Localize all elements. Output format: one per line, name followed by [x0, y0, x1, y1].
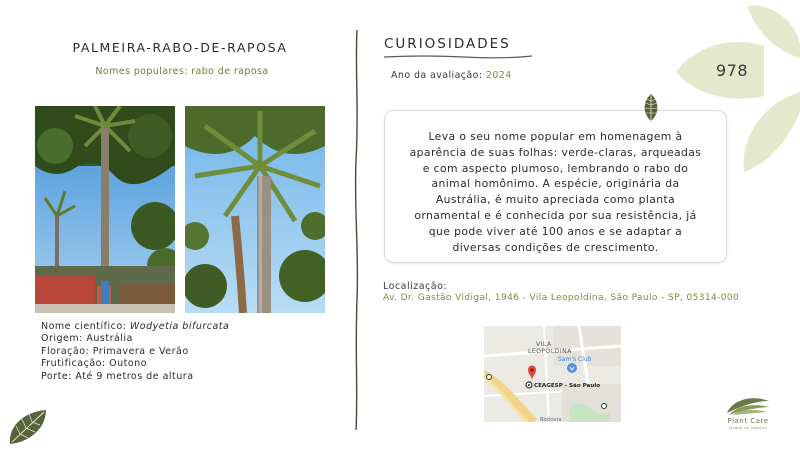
curiosity-line: Leva o seu nome popular em homenagem à [428, 130, 683, 143]
evaluation-year [391, 70, 512, 81]
species-number: 978 [715, 61, 749, 80]
palm-photo-1 [35, 106, 175, 313]
location-label: Localização: [383, 281, 448, 292]
fruiting-row: Frutificação: Outono [41, 358, 148, 370]
curiosity-line: e com aspecto plumoso, lembrando o rabo do [422, 161, 689, 175]
curiosity-line: que pode viver até 100 anos e se adaptar a [428, 224, 683, 238]
evaluation-year-label: Ano da avaliação: [391, 70, 483, 81]
curiosity-line: Austrália, é muito apreciada como planta [435, 193, 676, 207]
scientific-name-value: Wodyetia bifurcata [129, 321, 230, 332]
plant-title: PALMEIRA-RABO-DE-RAPOSA [72, 40, 288, 55]
map-road-label: Rodovia [540, 417, 562, 422]
map-district-line2: LEOPOLDINA [528, 348, 572, 355]
plant-facts [41, 321, 229, 383]
location-map[interactable] [484, 326, 621, 422]
map-poi-main: CEAGESP - São Paulo [534, 383, 601, 389]
brand-name: Plant Care [727, 417, 769, 425]
curiosities-text [395, 129, 716, 255]
decorative-leaves [670, 0, 800, 175]
size-row: Porte: Até 9 metros de altura [41, 370, 194, 382]
map-district-line1: VILA [536, 341, 552, 348]
scientific-name-label: Nome científico: [41, 321, 127, 332]
curiosity-line: diversas condições de crescimento. [452, 240, 659, 254]
title-underline [384, 53, 532, 61]
curiosity-line: ornamental e é conhecida por sua resistência, já [414, 208, 697, 222]
map-poi-store: Sam's Club [558, 356, 592, 363]
flowering-row: Floração: Primavera e Verão [41, 345, 189, 357]
popular-names: Nomes populares: rabo de raposa [95, 66, 269, 77]
brand-tagline: jardim de plantas [728, 426, 768, 430]
palm-photo-2 [185, 106, 325, 313]
location-address: Av. Dr. Gastão Vidigal, 1946 - Vila Leopoldina, São Paulo - SP, 05314-000 [383, 293, 740, 303]
vertical-divider [350, 30, 364, 430]
scientific-name-row [41, 321, 229, 333]
origin-row: Origem: Austrália [41, 333, 133, 345]
evaluation-year-value: 2024 [485, 70, 512, 81]
small-leaf-icon [641, 93, 661, 125]
curiosity-line: aparência de suas folhas: verde-claras, arqueadas [409, 145, 702, 159]
curiosity-line: animal homônimo. A espécie, originária da [431, 177, 680, 191]
leaf-corner-icon [8, 408, 48, 446]
curiosities-title: CURIOSIDADES [384, 36, 511, 52]
